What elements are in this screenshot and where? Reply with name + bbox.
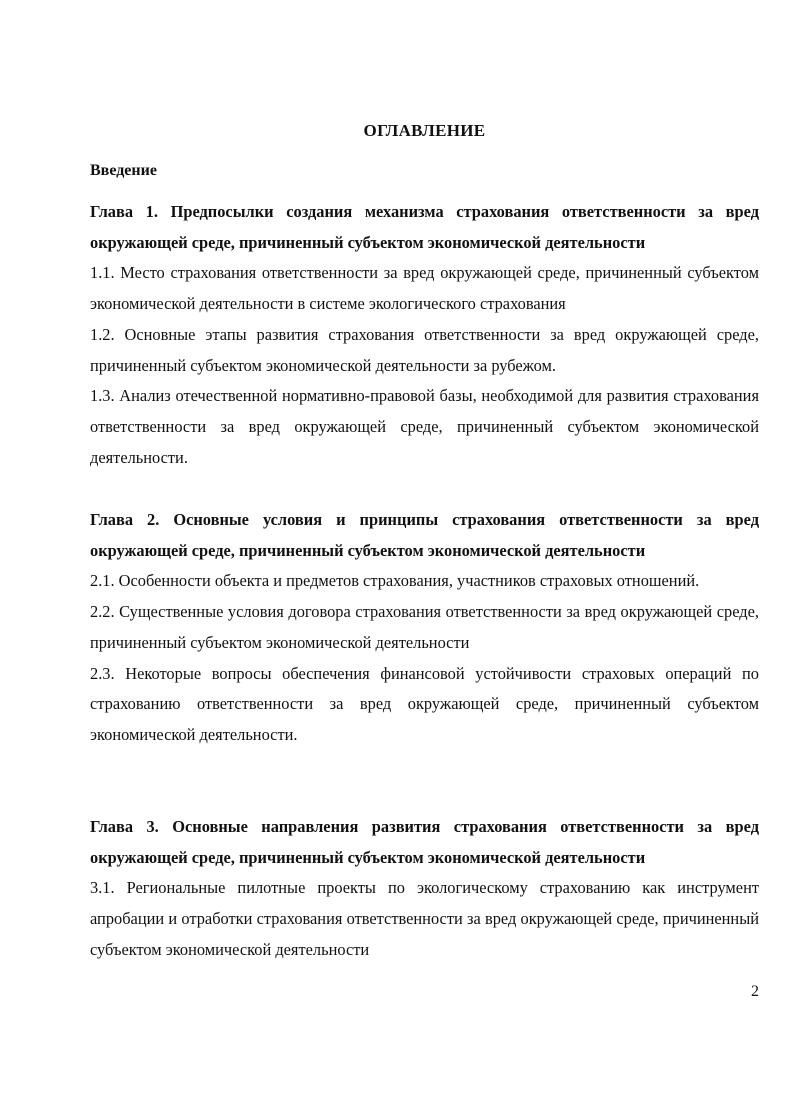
toc-section-1-2: 1.2. Основные этапы развития страхования ответственности за вред окружающей среде, причиненный субъектом экономической деятельности за рубежом.: [90, 324, 759, 375]
toc-entry-introduction: Введение: [90, 162, 157, 179]
toc-section-3-1: 3.1. Региональные пилотные проекты по экологическому страхованию как инструмент апробации и отработки страхования ответственности за вред окружающей среде, причиненный субъектом экономической деятельности: [90, 878, 759, 959]
chapter-3-heading: Глава 3. Основные направления развития страхования ответственности за вред окружающей среде, причиненный субъектом экономической деятельности: [90, 817, 759, 867]
toc-section-2-1: 2.1. Особенности объекта и предметов страхования, участников страховых отношений.: [90, 571, 700, 591]
toc-section-1-1: 1.1. Место страхования ответственности за вред окружающей среде, причиненный субъектом экономической деятельности в системе экологического страхования: [90, 263, 759, 314]
toc-chapter-2: [90, 505, 759, 751]
toc-section-2-3: 2.3. Некоторые вопросы обеспечения финансовой устойчивости страховых операций по страхованию ответственности за вред окружающей среде, причиненный субъектом экономической деятельности.: [90, 663, 759, 744]
toc-section-1-3: 1.3. Анализ отечественной нормативно-правовой базы, необходимой для развития страхования ответственности за вред окружающей среде, причиненный субъектом экономической деятельности.: [90, 386, 759, 467]
document-page: [90, 0, 759, 1096]
toc-title: ОГЛАВЛЕНИЕ: [363, 121, 486, 140]
toc-chapter-3: [90, 812, 759, 966]
chapter-1-heading: Глава 1. Предпосылки создания механизма страхования ответственности за вред окружающей среде, причиненный субъектом экономической деятельности: [90, 202, 759, 252]
page-number: 2: [751, 983, 759, 1000]
toc-section-2-2: 2.2. Существенные условия договора страхования ответственности за вред окружающей среде, причиненный субъектом экономической деятельности: [90, 602, 759, 652]
chapter-2-heading: Глава 2. Основные условия и принципы страхования ответственности за вред окружающей среде, причиненный субъектом экономической деятельности: [90, 510, 759, 560]
toc-chapter-1: [90, 197, 759, 473]
